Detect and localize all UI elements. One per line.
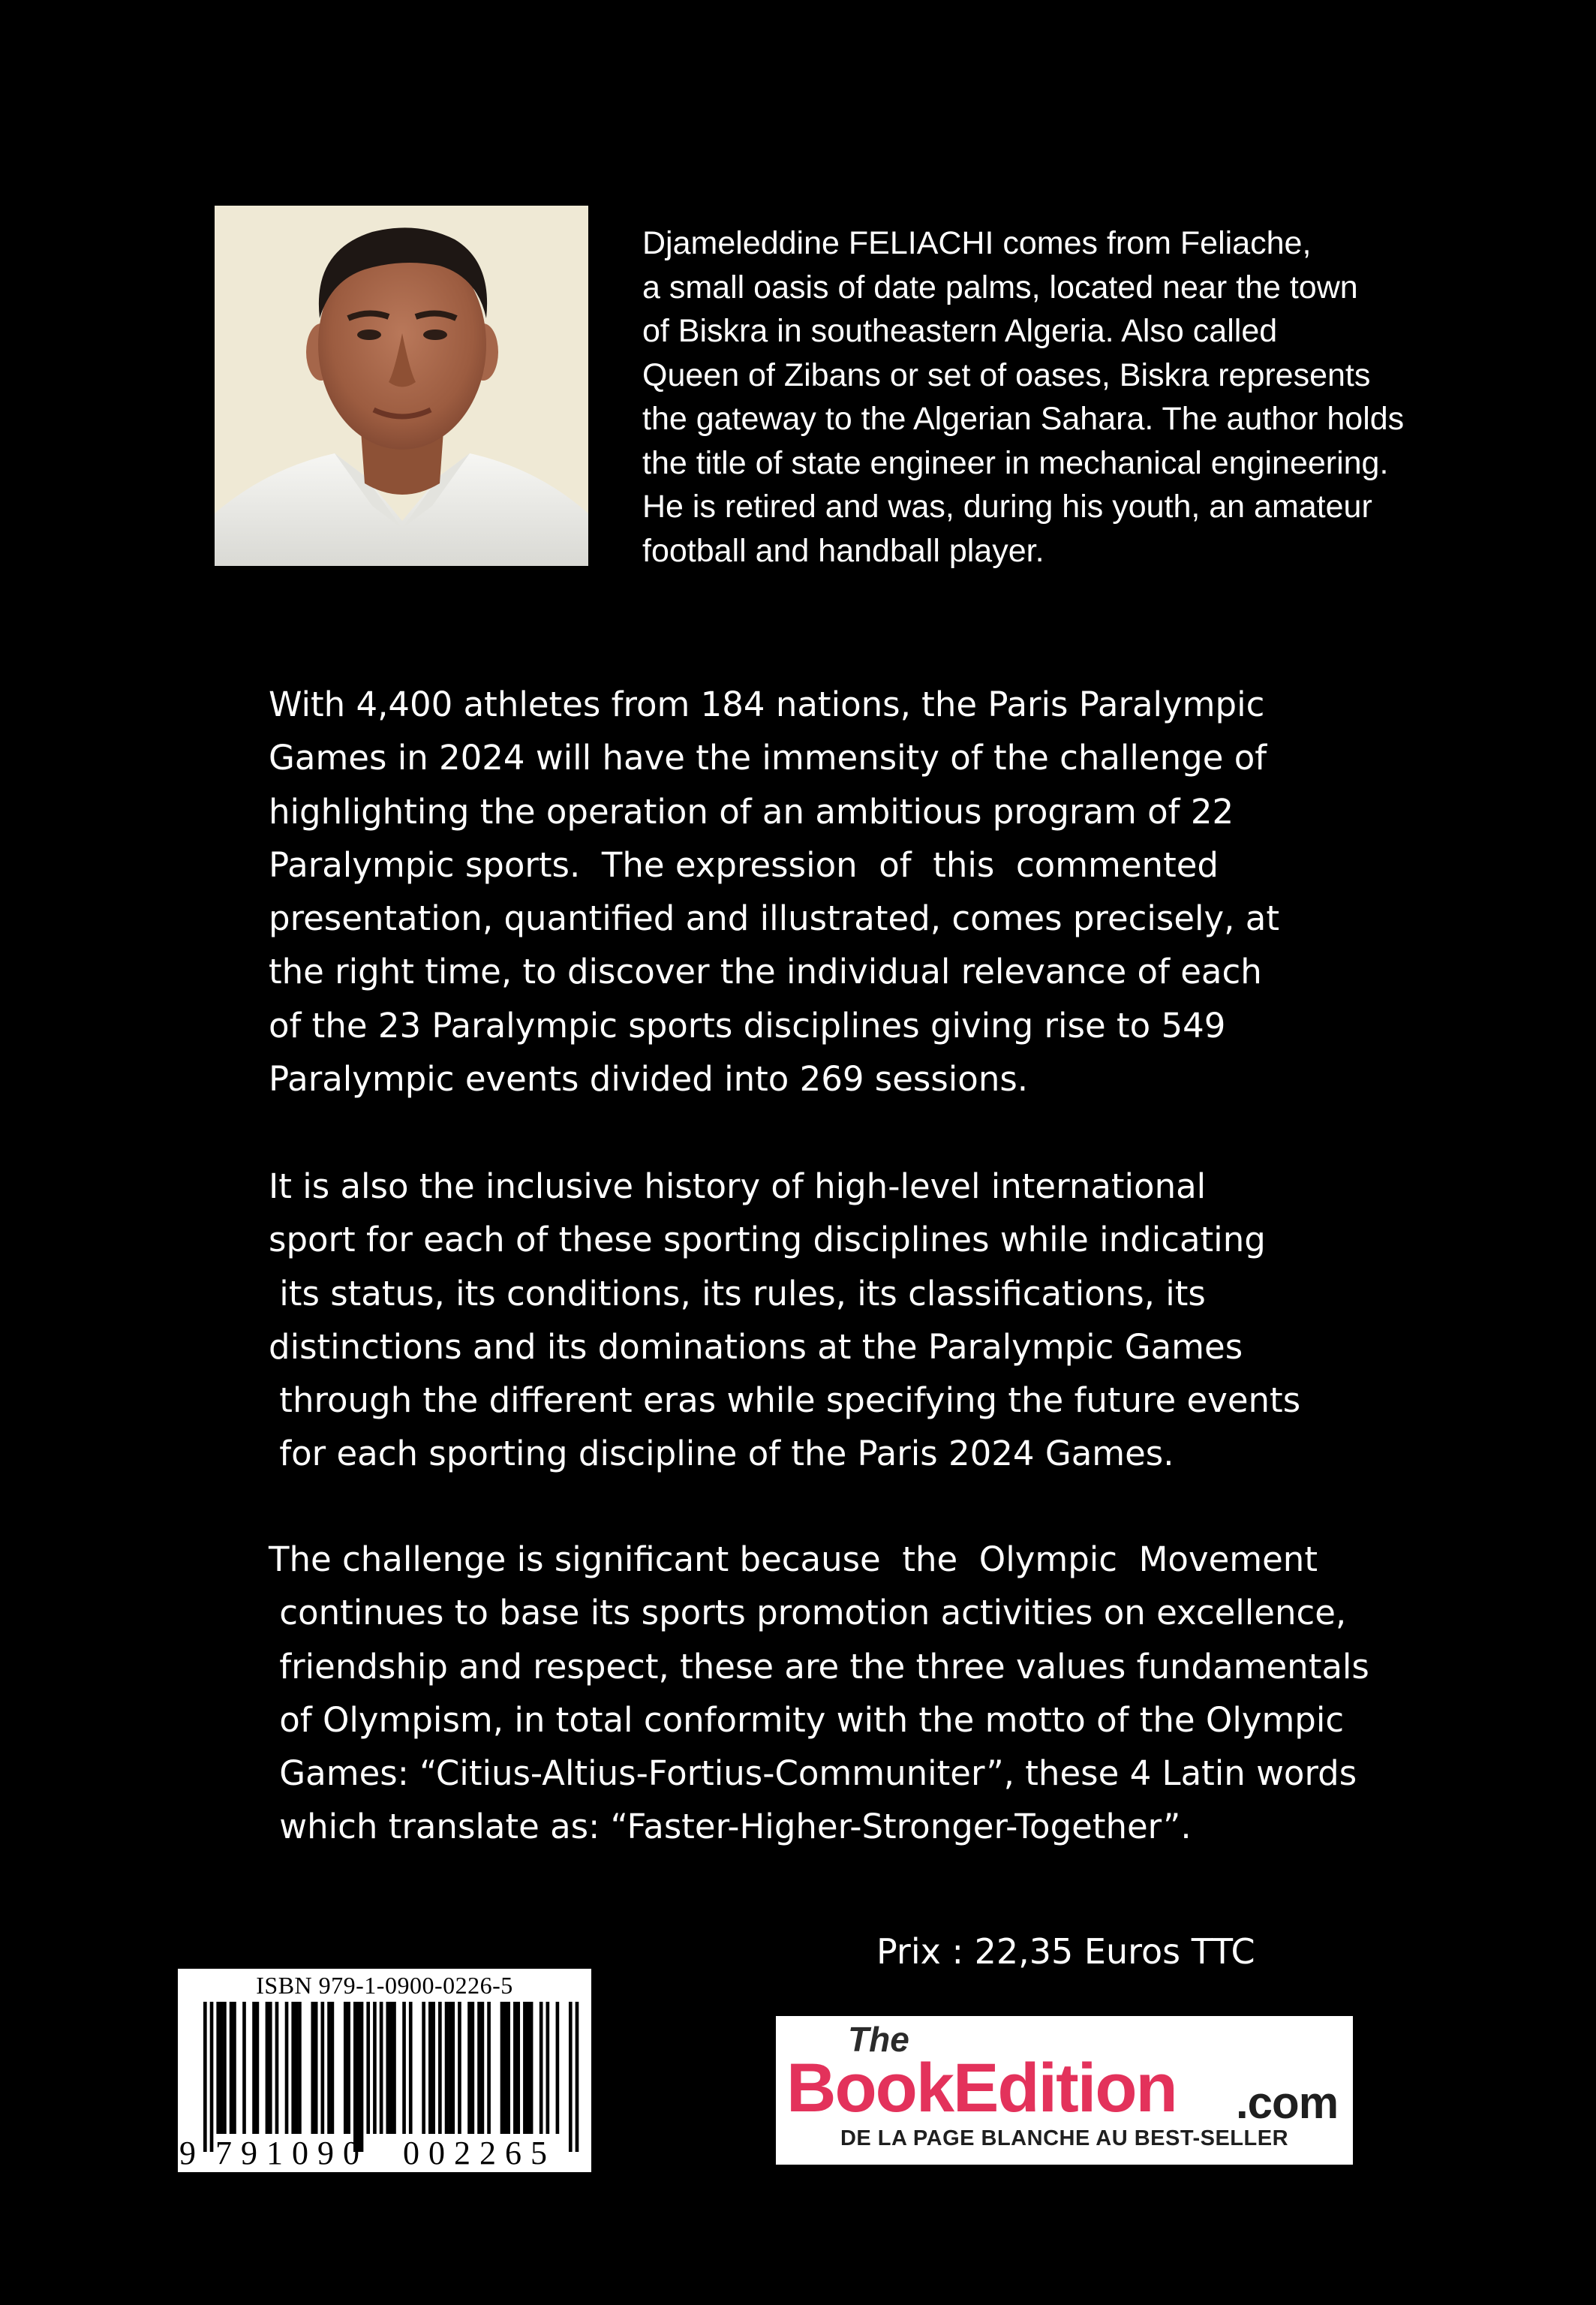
barcode-digits-left: 791090 — [215, 2135, 368, 2171]
isbn-barcode — [178, 1969, 591, 2172]
barcode-bar — [386, 2002, 389, 2134]
barcode-bar — [448, 2002, 452, 2134]
barcode-bar — [546, 2002, 550, 2134]
barcode-bar — [428, 2002, 432, 2134]
barcode-bar — [477, 2002, 481, 2134]
barcode-bar — [331, 2002, 335, 2134]
barcode-bar — [321, 2002, 325, 2134]
barcode-bar — [252, 2002, 256, 2134]
barcode-bar — [576, 2002, 579, 2152]
barcode-bar — [256, 2002, 260, 2134]
bio-line: Queen of Zibans or set of oases, Biskra represents — [642, 357, 1371, 393]
barcode-bar — [210, 2002, 214, 2152]
bio-line: He is retired and was, during his youth, an amateur — [642, 489, 1372, 525]
barcode-digits-right: 002265 — [403, 2135, 556, 2171]
paragraph-line: Paralympic events divided into 269 sessions. — [269, 1059, 1029, 1100]
isbn-label: ISBN 979-1-0900-0226-5 — [256, 1972, 513, 1999]
barcode-bar — [347, 2002, 350, 2134]
author-photo — [215, 206, 588, 566]
barcode-bar — [373, 2002, 377, 2134]
paragraph-line: The challenge is significant because the Olympic Movement — [269, 1539, 1318, 1579]
barcode-bar — [269, 2002, 272, 2134]
barcode-bar — [451, 2002, 455, 2134]
barcode-bar — [516, 2002, 520, 2134]
bio-line: the gateway to the Algerian Sahara. The author holds — [642, 401, 1405, 437]
barcode-bar — [392, 2002, 396, 2134]
barcode-bar — [285, 2002, 289, 2134]
barcode-bar — [360, 2002, 364, 2152]
price-label: Prix : 22,35 Euros TTC — [876, 1931, 1255, 1972]
barcode-bar — [526, 2002, 530, 2134]
barcode-bar — [422, 2002, 425, 2134]
barcode-bar — [327, 2002, 331, 2134]
paragraph-line: presentation, quantified and illustrated, comes precisely, at — [269, 898, 1279, 939]
barcode-bar — [233, 2002, 236, 2134]
paragraph-line: distinctions and its dominations at the Paralympic Games — [269, 1326, 1243, 1367]
paragraph-line: Games: “Citius-Altius-Fortius-Communiter”, these 4 Latin words — [269, 1753, 1357, 1794]
paragraph-line: sport for each of these sporting disciplines while indicating — [269, 1220, 1266, 1260]
barcode-bar — [523, 2002, 527, 2134]
paragraph-line: highlighting the operation of an ambitious program of 22 — [269, 791, 1234, 832]
barcode-bar — [431, 2002, 435, 2134]
barcode-bar — [230, 2002, 233, 2134]
barcode-bar — [569, 2002, 573, 2152]
paragraph-line: Games in 2024 will have the immensity of the challenge of — [269, 738, 1267, 778]
logo-the-text: The — [848, 2020, 909, 2059]
barcode-bar — [487, 2002, 491, 2134]
bio-line: the title of state engineer in mechanical engineering. — [642, 444, 1389, 481]
publisher-logo — [776, 2016, 1353, 2165]
bio-line: football and handball player. — [642, 532, 1044, 569]
barcode-bar — [513, 2002, 517, 2134]
barcode-bar — [353, 2002, 357, 2152]
barcode-bar — [389, 2002, 393, 2134]
bio-line: Djameleddine FELIACHI comes from Feliache, — [642, 225, 1312, 261]
paragraph-line: It is also the inclusive history of high-level international — [269, 1166, 1207, 1206]
logo-domain: .com — [1236, 2078, 1339, 2128]
barcode-bar — [409, 2002, 413, 2134]
barcode-bar — [356, 2002, 360, 2152]
paragraph-line: Paralympic sports. The expression of this commented — [269, 844, 1219, 885]
barcode-bar — [380, 2002, 383, 2134]
barcode-bar — [506, 2002, 510, 2134]
summary-paragraph-2 — [269, 1160, 1439, 1481]
paragraph-line: With 4,400 athletes from 184 nations, the Paris Paralympic — [269, 685, 1265, 724]
barcode-bar — [295, 2002, 299, 2134]
barcode-bar — [540, 2002, 543, 2134]
barcode-bar — [223, 2002, 227, 2134]
barcode-bar — [291, 2002, 295, 2134]
barcode-bar — [500, 2002, 504, 2134]
barcode-bar — [402, 2002, 406, 2134]
barcode-bar — [275, 2002, 279, 2134]
summary-paragraph-1 — [269, 678, 1439, 1106]
paragraph-line: of Olympism, in total conformity with the motto of the Olympic — [269, 1699, 1345, 1740]
paragraph-line: for each sporting discipline of the Paris 2024 Games. — [269, 1434, 1174, 1474]
barcode-bar — [298, 2002, 302, 2134]
barcode-bar — [220, 2002, 224, 2134]
barcode-bar — [445, 2002, 449, 2134]
paragraph-line: through the different eras while specifying the future events — [269, 1380, 1301, 1421]
paragraph-line: of the 23 Paralympic sports disciplines giving rise to 549 — [269, 1005, 1226, 1046]
barcode-bar — [266, 2002, 269, 2134]
barcode-bar — [216, 2002, 220, 2134]
barcode-bar — [556, 2002, 560, 2134]
author-bio — [642, 221, 1513, 573]
bio-line: a small oasis of date palms, located near the town — [642, 269, 1358, 305]
bio-line: of Biskra in southeastern Algeria. Also called — [642, 313, 1278, 349]
barcode-bar — [438, 2002, 442, 2134]
barcode-bar — [467, 2002, 471, 2134]
barcode-bar — [203, 2002, 207, 2152]
barcode-digit-lead: 9 — [179, 2135, 196, 2171]
author-portrait-icon — [215, 206, 588, 566]
paragraph-line: continues to base its sports promotion activities on excellence, — [269, 1593, 1347, 1633]
barcode-bar — [314, 2002, 318, 2134]
barcode-bar — [344, 2002, 347, 2134]
barcode-bar — [458, 2002, 461, 2134]
barcode-bar — [366, 2002, 370, 2134]
barcode-bar — [311, 2002, 314, 2134]
barcode-bar — [471, 2002, 475, 2134]
paragraph-line: which translate as: “Faster-Higher-Stronger-Together”. — [269, 1807, 1192, 1847]
paragraph-line: friendship and respect, these are the three values fundamentals — [269, 1646, 1369, 1687]
logo-tagline: DE LA PAGE BLANCHE AU BEST-SELLER — [840, 2126, 1289, 2150]
paragraph-line: the right time, to discover the individual relevance of each — [269, 952, 1262, 992]
barcode-bar — [530, 2002, 534, 2134]
paragraph-line: its status, its conditions, its rules, its classifications, its — [269, 1273, 1206, 1313]
barcode-bar — [503, 2002, 507, 2134]
summary-paragraph-3 — [269, 1533, 1439, 1854]
barcode-bar — [242, 2002, 246, 2134]
barcode-bar — [481, 2002, 485, 2134]
logo-brand-name: BookEdition — [786, 2050, 1177, 2126]
